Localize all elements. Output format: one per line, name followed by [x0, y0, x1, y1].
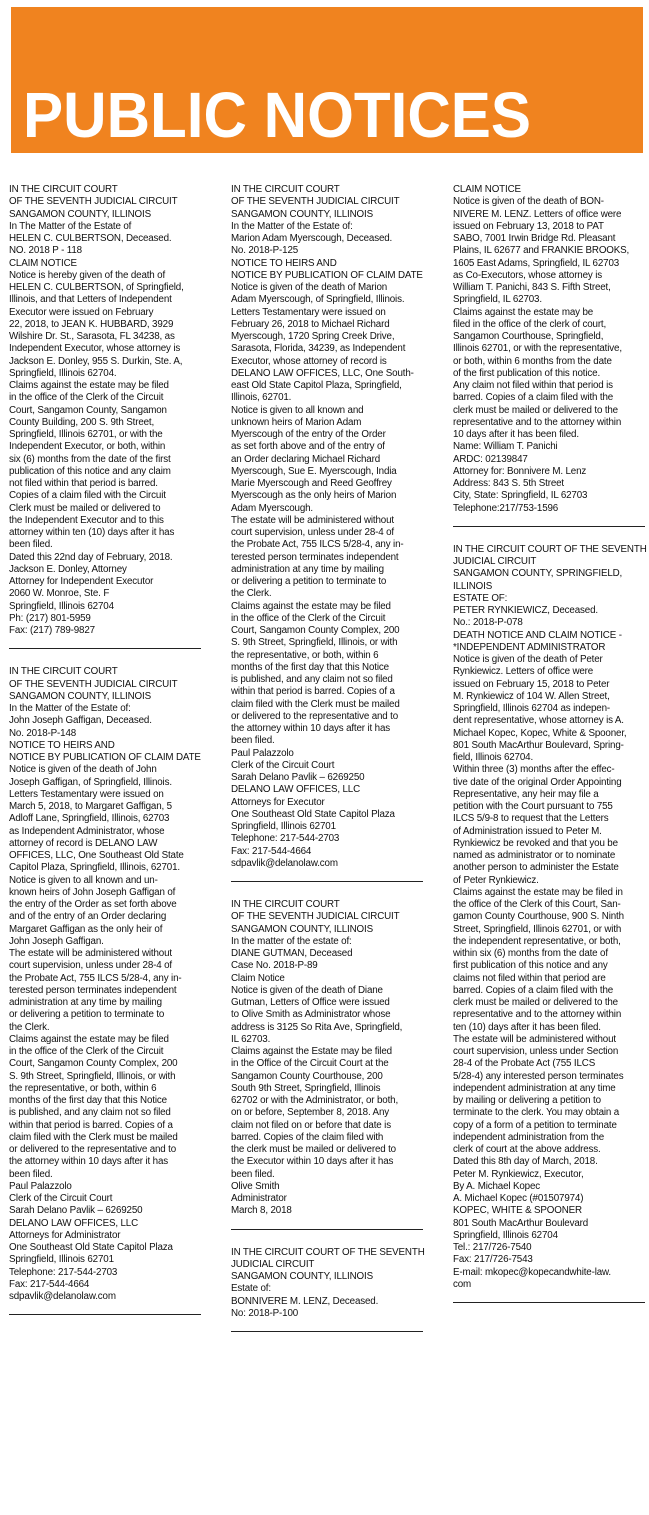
- notice-line: field, Illinois 62704.: [453, 752, 534, 763]
- notice-line: Any claim not filed within that period is: [453, 380, 613, 391]
- notice-line: Executor, whose attorney of record is: [231, 355, 387, 367]
- notice-line: S. 9th Street, Springfield, Illinois, or with: [9, 1070, 176, 1082]
- notice-line: Within three (3) months after the effec-: [453, 764, 615, 776]
- notice-line: administration at any time by mailing: [231, 563, 384, 575]
- notice-line: barred. Copies of the claim filed with: [231, 1131, 384, 1143]
- notice-line: the office of the Clerk of this Court, San-: [453, 899, 621, 910]
- notice-line: Notice is given to all known and un-: [9, 874, 158, 886]
- notice-line: Notice is hereby given of the death of: [9, 269, 166, 281]
- notice-line: Jackson E. Donley, 955 S. Durkin, Ste. A,: [9, 355, 183, 367]
- notice-line: IN THE CIRCUIT COURT OF THE SEVENTH: [453, 543, 647, 555]
- notice-line: SANGAMON COUNTY, ILLINOIS: [231, 208, 373, 220]
- notice-line: the representative, or both, within 6: [231, 649, 379, 661]
- notice-line: Paul Palazzolo: [9, 1180, 72, 1192]
- notice-line: barred. Copies of a claim filed with the: [453, 392, 614, 404]
- notice-line: Gutman, Letters of Office were issued: [231, 997, 390, 1008]
- notice-line: Springfield, Illinois 62701, or with the: [9, 429, 163, 440]
- notice-line: the representative, or both, within 6: [9, 1082, 157, 1094]
- notice-line: or delivering a petition to terminate to: [9, 1009, 165, 1021]
- notice-line: Plains, IL 62677 and FRANKIE BROOKS,: [453, 245, 630, 257]
- notice-line: HELEN C. CULBERTSON, Deceased.: [9, 233, 172, 244]
- notice-line: Jackson E. Donley, Attorney: [9, 563, 127, 575]
- notice-line: petition with the Court pursuant to 755: [453, 801, 613, 812]
- notice-line: KOPEC, WHITE & SPOONER: [453, 1205, 582, 1217]
- notice-line: Court, Sangamon County Complex, 200: [231, 625, 400, 636]
- notice-line: Springfield, Illinois 62704: [9, 600, 114, 612]
- notice-line: Estate of:: [231, 1283, 271, 1295]
- notice-line: IL 62703.: [231, 1033, 271, 1045]
- notice-line: The estate will be administered without: [231, 514, 394, 526]
- notice-line: Illinois, 62701.: [231, 392, 292, 404]
- notice-line: Dated this 22nd day of February, 2018.: [9, 551, 173, 563]
- notice-line: NOTICE TO HEIRS AND: [231, 257, 337, 269]
- notice-line: DELANO LAW OFFICES, LLC: [231, 784, 361, 796]
- notice-line: Case No. 2018-P-89: [231, 960, 318, 972]
- notice-line: as Co-Executors, whose attorney is: [453, 269, 602, 281]
- notice-line: east Old State Capitol Plaza, Springfield,: [231, 380, 402, 391]
- notice-line: SANGAMON COUNTY, ILLINOIS: [231, 923, 373, 935]
- notice-line: Telephone: 217-544-2703: [231, 833, 340, 845]
- notice-line: Springfield, Illinois 62704: [453, 1229, 558, 1241]
- notice-line: Notice is given of the death of Marion: [231, 282, 388, 293]
- notice-line: Springfield, Illinois 62704 as indepen-: [453, 703, 610, 714]
- notice-line: Name: William T. Panichi: [453, 441, 558, 453]
- notice-line: In the Matter of the Estate of:: [9, 703, 131, 714]
- notice-column-3: [453, 184, 645, 1320]
- notice-line: The estate will be administered without: [9, 948, 172, 959]
- notice-line: of the first publication of this notice.: [453, 367, 601, 379]
- notice-line: Tel.: 217/726-7540: [453, 1242, 532, 1253]
- notice-line: the Probate Act, 755 ILCS 5/28-4, any in-: [231, 539, 404, 551]
- notice-line: clerk of court at the above address.: [453, 1144, 601, 1155]
- notice-line: Claim Notice: [231, 972, 285, 984]
- notice-line: March 5, 2018, to Margaret Gaffigan, 5: [9, 801, 172, 812]
- notice-line: IN THE CIRCUIT COURT: [231, 184, 340, 195]
- notice-line: the Clerk.: [231, 588, 272, 600]
- notice-line: Independent Executor, whose attorney is: [9, 343, 181, 355]
- notice-line: or delivered to the representative and to: [9, 1144, 177, 1155]
- notice-line: Claims against the estate may be filed: [9, 380, 169, 391]
- notice-line: in the office of the Clerk of the Circuit: [9, 1046, 164, 1057]
- notice-divider: [453, 1302, 645, 1303]
- notice-line: as Independent Administrator, whose: [9, 825, 165, 837]
- notice-line: Letters Testamentary were issued on: [9, 788, 164, 800]
- notice-line: within that period is barred. Copies of a: [9, 1119, 173, 1131]
- notice-line: NOTICE BY PUBLICATION OF CLAIM DATE: [9, 752, 201, 763]
- notice-line: Rynkiewicz. Letters of office were: [453, 666, 594, 678]
- header-banner: [11, 7, 643, 153]
- notice-line: Fax: 217-544-4664: [231, 845, 312, 857]
- notice-line: Springfield, Illinois 62701: [9, 1254, 114, 1266]
- legal-notice: [453, 184, 645, 515]
- notice-line: SANGAMON COUNTY, ILLINOIS: [231, 1271, 373, 1282]
- notice-line: attorney of record is DELANO LAW: [9, 837, 158, 849]
- notice-line: the Executor within 10 days after it has: [231, 1156, 394, 1168]
- notice-line: OF THE SEVENTH JUDICIAL CIRCUIT: [231, 911, 400, 923]
- notice-line: One Southeast Old State Capitol Plaza: [9, 1242, 173, 1253]
- notice-line: OF THE SEVENTH JUDICIAL CIRCUIT: [9, 196, 178, 208]
- notice-line: Fax: (217) 789-9827: [9, 625, 95, 636]
- notice-line: been filed.: [231, 1168, 275, 1180]
- legal-notice: [231, 184, 423, 870]
- notice-line: in the Office of the Circuit Court at the: [231, 1058, 389, 1070]
- notice-divider: [231, 881, 423, 882]
- notice-line: CLAIM NOTICE: [453, 184, 521, 195]
- notice-line: Ph: (217) 801-5959: [9, 612, 91, 624]
- notice-line: SANGAMON COUNTY, ILLINOIS: [9, 690, 151, 702]
- notice-line: tive date of the original Order Appointing: [453, 776, 622, 788]
- notice-line: M. Rynkiewicz of 104 W. Allen Street,: [453, 690, 610, 702]
- notice-line: 1605 East Adams, Springfield, IL 62703: [453, 257, 620, 269]
- notice-line: Letters Testamentary were issued on: [231, 306, 386, 318]
- notice-line: Attorneys for Executor: [231, 796, 325, 808]
- notice-line: representative and to the attorney within: [453, 416, 622, 428]
- notice-line: In The Matter of the Estate of: [9, 220, 132, 232]
- notice-line: The estate will be administered without: [453, 1033, 616, 1045]
- notice-line: NOTICE TO HEIRS AND: [9, 739, 115, 751]
- notice-divider: [231, 1331, 423, 1332]
- notice-line: NOTICE BY PUBLICATION OF CLAIM DATE: [231, 269, 423, 281]
- notice-line: Myerscough, 1720 Spring Creek Drive,: [231, 331, 395, 342]
- legal-notice: [231, 899, 423, 1218]
- notice-line: administration at any time by mailing: [9, 997, 162, 1008]
- notice-line: is published, and any claim not so filed: [231, 674, 393, 685]
- notice-line: gamon County Courthouse, 900 S. Ninth: [453, 911, 624, 923]
- notice-line: attorney within ten (10) days after it has: [9, 527, 175, 538]
- notice-line: com: [453, 1278, 472, 1290]
- notice-line: Sarah Delano Pavlik – 6269250: [9, 1205, 143, 1217]
- notice-line: claims not filed within that period are: [453, 972, 606, 984]
- notice-line: ARDC: 02139847: [453, 453, 528, 465]
- notice-line: South 9th Street, Springfield, Illinois: [231, 1082, 381, 1094]
- notice-line: OFFICES, LLC, One Southeast Old State: [9, 850, 184, 861]
- notice-line: copy of a form of a petition to terminate: [453, 1119, 617, 1131]
- notice-line: or both, within 6 months from the date: [453, 355, 612, 367]
- notice-line: JUDICIAL CIRCUIT: [453, 556, 537, 567]
- notice-line: the independent representative, or both,: [453, 935, 621, 947]
- notice-line: Wilshire Dr. St., Sarasota, FL 34238, as: [9, 331, 175, 342]
- notice-line: the clerk must be mailed or delivered to: [231, 1144, 396, 1155]
- notice-line: independent administration at any time: [453, 1082, 616, 1094]
- notice-line: not filed within that period is barred.: [9, 478, 158, 489]
- notice-line: No. 2018-P-125: [231, 245, 299, 257]
- notice-line: Claims against the estate may be filed in: [453, 886, 623, 898]
- notice-line: Copies of a claim filed with the Circuit: [9, 490, 166, 502]
- notice-line: DIANE GUTMAN, Deceased: [231, 948, 353, 959]
- notice-column-2: [231, 184, 423, 1349]
- notice-line: William T. Panichi, 843 S. Fifth Street,: [453, 282, 611, 293]
- notice-line: claim not filed on or before that date is: [231, 1119, 391, 1131]
- notice-line: ten (10) days after it has been filed.: [453, 1021, 601, 1033]
- notice-line: Administrator: [231, 1193, 287, 1204]
- notice-line: Dated this 8th day of March, 2018.: [453, 1156, 598, 1168]
- notice-line: claim filed with the Clerk must be mailed: [231, 698, 400, 710]
- notice-line: Fax: 217-544-4664: [9, 1278, 90, 1290]
- notice-line: of Peter Rynkiewicz.: [453, 874, 539, 886]
- notice-line: another person to administer the Estate: [453, 862, 619, 874]
- notice-line: filed in the office of the clerk of court,: [453, 318, 607, 330]
- notice-line: John Joseph Gaffigan, Deceased.: [9, 715, 152, 727]
- notice-line: 22, 2018, to JEAN K. HUBBARD, 3929: [9, 318, 174, 330]
- notice-line: the attorney within 10 days after it has: [9, 1156, 169, 1168]
- notice-line: named as administrator or to nominate: [453, 850, 616, 861]
- notice-line: 2060 W. Monroe, Ste. F: [9, 588, 110, 600]
- notice-line: Notice is given to all known and: [231, 404, 364, 416]
- legal-notice: [9, 184, 201, 637]
- notice-divider: [231, 1229, 423, 1230]
- notice-line: A. Michael Kopec (#01507974): [453, 1193, 584, 1204]
- notice-line: Marion Adam Myerscough, Deceased.: [231, 233, 393, 244]
- notice-line: been filed.: [231, 735, 275, 747]
- notice-line: IN THE CIRCUIT COURT OF THE SEVENTH: [231, 1246, 425, 1258]
- notice-line: Court, Sangamon County Complex, 200: [9, 1058, 178, 1070]
- notice-line: Sarah Delano Pavlik – 6269250: [231, 772, 365, 783]
- notice-line: SABO, 7001 Irwin Bridge Rd. Pleasant: [453, 233, 616, 244]
- notice-line: months of the first day that this Notice: [9, 1095, 167, 1106]
- notice-line: Claims against the Estate may be filed: [231, 1046, 392, 1057]
- notice-line: Sarasota, Florida, 34239, as Independent: [231, 343, 406, 355]
- notice-line: barred. Copies of a claim filed with the: [453, 984, 614, 996]
- notice-line: Sangamon Courthouse, Springfield,: [453, 331, 604, 342]
- notice-line: known heirs of John Joseph Gaffigan of: [9, 886, 176, 898]
- legal-notice: [453, 544, 645, 1291]
- notice-line: the Independent Executor and to this: [9, 514, 164, 526]
- notice-line: Clerk of the Circuit Court: [9, 1193, 113, 1204]
- notice-line: Marie Myerscough and Reed Geoffrey: [231, 478, 392, 489]
- notice-line: In the Matter of the Estate of:: [231, 220, 353, 232]
- notice-line: Margaret Gaffigan as the only heir of: [9, 923, 163, 935]
- notice-line: IN THE CIRCUIT COURT: [9, 666, 118, 678]
- notice-line: By A. Michael Kopec: [453, 1180, 541, 1192]
- notice-line: Myerscough as the only heirs of Marion: [231, 490, 397, 502]
- notice-line: to Olive Smith as Administrator whose: [231, 1009, 391, 1021]
- notice-line: court supervision, unless under 28-4 of: [9, 960, 172, 972]
- notice-line: ILLINOIS: [453, 580, 493, 592]
- notice-line: within six (6) months from the date of: [453, 948, 608, 959]
- notice-line: publication of this notice and any claim: [9, 465, 171, 477]
- notice-line: 62702 or with the Administrator, or both,: [231, 1095, 399, 1106]
- notice-line: 5/28-4) any interested person terminates: [453, 1070, 624, 1082]
- notice-line: Olive Smith: [231, 1180, 280, 1192]
- notice-line: JUDICIAL CIRCUIT: [231, 1258, 315, 1270]
- notice-line: PETER RYNKIEWICZ, Deceased.: [453, 605, 598, 616]
- notice-line: Notice is given of the death of John: [9, 764, 157, 776]
- notice-line: the Clerk.: [9, 1021, 50, 1033]
- notice-line: *INDEPENDENT ADMINISTRATOR: [453, 641, 606, 653]
- notice-line: Rynkiewicz be revoked and that you be: [453, 837, 618, 849]
- notice-line: NO. 2018 P - 118: [9, 245, 82, 257]
- notice-line: Telephone:217/753-1596: [453, 502, 559, 514]
- notice-line: the Probate Act, 755 ILCS 5/28-4, any in-: [9, 972, 182, 984]
- notice-line: the entry of the Order as set forth above: [9, 899, 177, 910]
- notice-line: issued on February 13, 2018 to PAT: [453, 220, 604, 232]
- notice-line: 801 South MacArthur Boulevard, Spring-: [453, 739, 624, 751]
- notice-line: terested person terminates independent: [231, 551, 399, 563]
- notice-line: One Southeast Old State Capitol Plaza: [231, 808, 395, 820]
- notice-line: Court, Sangamon County, Sangamon: [9, 404, 167, 416]
- notice-line: OF THE SEVENTH JUDICIAL CIRCUIT: [9, 678, 178, 690]
- notice-line: in the office of the Clerk of the Circuit: [9, 392, 164, 404]
- notice-line: Adloff Lane, Springfield, Illinois, 62703: [9, 813, 170, 825]
- notice-line: E-mail: mkopec@kopecandwhite-law.: [453, 1266, 612, 1278]
- notice-line: Representative, any heir may file a: [453, 788, 599, 800]
- notice-line: Michael Kopec, Kopec, White & Spooner,: [453, 727, 627, 739]
- legal-notice: [231, 1247, 423, 1321]
- notice-line: Notice is given of the death of Peter: [453, 654, 603, 665]
- notice-line: SANGAMON COUNTY, SPRINGFIELD,: [453, 568, 623, 580]
- notice-line: Illinois, and that Letters of Independent: [9, 294, 172, 306]
- notice-line: Attorney for Independent Executor: [9, 576, 154, 587]
- notice-line: clerk must be mailed or delivered to the: [453, 997, 618, 1008]
- notice-line: S. 9th Street, Springfield, Illinois, or with: [231, 637, 398, 649]
- notice-line: March 8, 2018: [231, 1205, 292, 1217]
- notice-line: Clerk must be mailed or delivered to: [9, 502, 161, 514]
- notice-line: or delivering a petition to terminate to: [231, 576, 387, 587]
- notice-line: BONNIVERE M. LENZ, Deceased.: [231, 1295, 379, 1307]
- notice-line: CLAIM NOTICE: [9, 257, 77, 269]
- notice-line: HELEN C. CULBERTSON, of Springfield,: [9, 282, 184, 293]
- notice-line: is published, and any claim not so filed: [9, 1107, 171, 1119]
- notice-line: Claims against the estate may be: [453, 306, 594, 318]
- notice-line: in the office of the Clerk of the Circuit: [231, 612, 386, 624]
- notice-line: sdpavlik@delanolaw.com: [231, 857, 338, 869]
- notice-line: Adam Myerscough.: [231, 502, 313, 514]
- notice-line: IN THE CIRCUIT COURT: [231, 899, 340, 910]
- notice-line: February 26, 2018 to Michael Richard: [231, 318, 390, 330]
- notice-line: SANGAMON COUNTY, ILLINOIS: [9, 208, 151, 220]
- notice-line: court supervision, unless under Section: [453, 1046, 619, 1057]
- notice-line: OF THE SEVENTH JUDICIAL CIRCUIT: [231, 196, 400, 208]
- notice-line: sdpavlik@delanolaw.com: [9, 1291, 116, 1302]
- notice-line: and of the entry of an Order declaring: [9, 911, 167, 923]
- notice-line: DEATH NOTICE AND CLAIM NOTICE -: [453, 629, 622, 641]
- notice-line: of Administration issued to Peter M.: [453, 825, 602, 837]
- notice-line: Capitol Plaza, Springfield, Illinois, 62701.: [9, 862, 180, 874]
- notice-line: Attorneys for Administrator: [9, 1229, 121, 1241]
- notice-line: been filed.: [9, 1168, 53, 1180]
- notice-line: months of the first day that this Notice: [231, 661, 389, 673]
- notice-line: Adam Myerscough, of Springfield, Illinois.: [231, 294, 405, 306]
- notice-line: Executor were issued on February: [9, 306, 154, 318]
- notice-line: first publication of this notice and any: [453, 960, 608, 972]
- notice-line: IN THE CIRCUIT COURT: [9, 184, 118, 195]
- notice-line: as set forth above and of the entry of: [231, 441, 385, 453]
- notice-line: within that period is barred. Copies of a: [231, 686, 395, 698]
- notice-line: ESTATE OF:: [453, 592, 508, 604]
- notice-divider: [453, 526, 645, 527]
- notice-line: Notice is given of the death of BON-: [453, 196, 604, 208]
- notice-line: unknown heirs of Marion Adam: [231, 416, 362, 428]
- notice-line: City, State: Springfield, IL 62703: [453, 490, 588, 502]
- notice-line: the attorney within 10 days after it has: [231, 723, 391, 734]
- notice-line: Claims against the estate may be filed: [231, 600, 391, 612]
- notice-line: No: 2018-P-100: [231, 1307, 299, 1319]
- notice-line: issued on February 15, 2018 to Peter: [453, 678, 610, 690]
- notice-line: representative and to the attorney within: [453, 1009, 622, 1021]
- notice-line: clerk must be mailed or delivered to the: [453, 404, 618, 416]
- notice-line: Clerk of the Circuit Court: [231, 759, 335, 771]
- notice-line: DELANO LAW OFFICES, LLC, One South-: [231, 367, 414, 379]
- notice-line: Myerscough of the entry of the Order: [231, 429, 386, 440]
- notice-line: Street, Springfield, Illinois 62701, or with: [453, 923, 622, 935]
- notice-line: DELANO LAW OFFICES, LLC: [9, 1217, 139, 1229]
- notice-line: Sangamon County Courthouse, 200: [231, 1070, 383, 1082]
- notice-line: Claims against the estate may be filed: [9, 1033, 169, 1045]
- notice-line: Illinois 62701, or with the representative,: [453, 343, 622, 355]
- notice-line: on or before, September 8, 2018. Any: [231, 1107, 389, 1119]
- notice-divider: [9, 1314, 201, 1315]
- notice-line: Telephone: 217-544-2703: [9, 1266, 118, 1278]
- notice-line: terested person terminates independent: [9, 984, 177, 996]
- notice-line: or delivered to the representative and to: [231, 710, 399, 722]
- notice-line: Springfield, Illinois 62704.: [9, 367, 117, 379]
- notice-line: 10 days after it has been filed.: [453, 429, 579, 440]
- notice-line: an Order declaring Michael Richard: [231, 453, 381, 465]
- notice-line: John Joseph Gaffigan.: [9, 935, 104, 947]
- notice-line: address is 3125 So Rita Ave, Springfield,: [231, 1021, 403, 1033]
- legal-notice: [9, 666, 201, 1303]
- notice-divider: [9, 648, 201, 649]
- notice-line: terminate to the clerk. You may obtain a: [453, 1107, 620, 1119]
- notice-line: 28-4 of the Probate Act (755 ILCS: [453, 1058, 596, 1070]
- notice-line: No. 2018-P-148: [9, 727, 77, 739]
- notice-line: Myerscough, Sue E. Myerscough, India: [231, 465, 397, 477]
- notice-line: County Building, 200 S. 9th Street,: [9, 416, 155, 428]
- notice-line: Paul Palazzolo: [231, 747, 294, 759]
- notice-line: court supervision, unless under 28-4 of: [231, 527, 394, 538]
- notice-line: 801 South MacArthur Boulevard: [453, 1217, 589, 1229]
- notice-line: Joseph Gaffigan, of Springfield, Illinois.: [9, 776, 172, 788]
- notice-line: Address: 843 S. 5th Street: [453, 478, 565, 489]
- notice-line: Attorney for: Bonnivere M. Lenz: [453, 465, 587, 477]
- notice-line: claim filed with the Clerk must be mailed: [9, 1131, 178, 1143]
- notice-line: Independent Executor, or both, within: [9, 441, 166, 453]
- notice-column-1: [9, 184, 201, 1332]
- notice-line: Fax: 217/726-7543: [453, 1254, 533, 1266]
- notice-line: Notice is given of the death of Diane: [231, 984, 383, 996]
- notice-line: Springfield, IL 62703.: [453, 294, 542, 306]
- notice-line: been filed.: [9, 539, 53, 551]
- notice-line: independent administration from the: [453, 1131, 605, 1143]
- notice-line: NIVERE M. LENZ. Letters of office were: [453, 208, 622, 220]
- notice-line: by mailing or delivering a petition to: [453, 1095, 601, 1106]
- notice-line: Peter M. Rynkiewicz, Executor,: [453, 1168, 584, 1180]
- notice-line: No.: 2018-P-078: [453, 617, 523, 629]
- notice-line: dent representative, whose attorney is A.: [453, 715, 624, 727]
- notice-line: six (6) months from the date of the first: [9, 453, 171, 465]
- page-title: PUBLIC NOTICES: [23, 79, 532, 151]
- notice-line: Springfield, Illinois 62701: [231, 821, 336, 832]
- notice-line: ILCS 5/9-8 to request that the Letters: [453, 813, 609, 825]
- notice-line: In the matter of the estate of:: [231, 935, 352, 947]
